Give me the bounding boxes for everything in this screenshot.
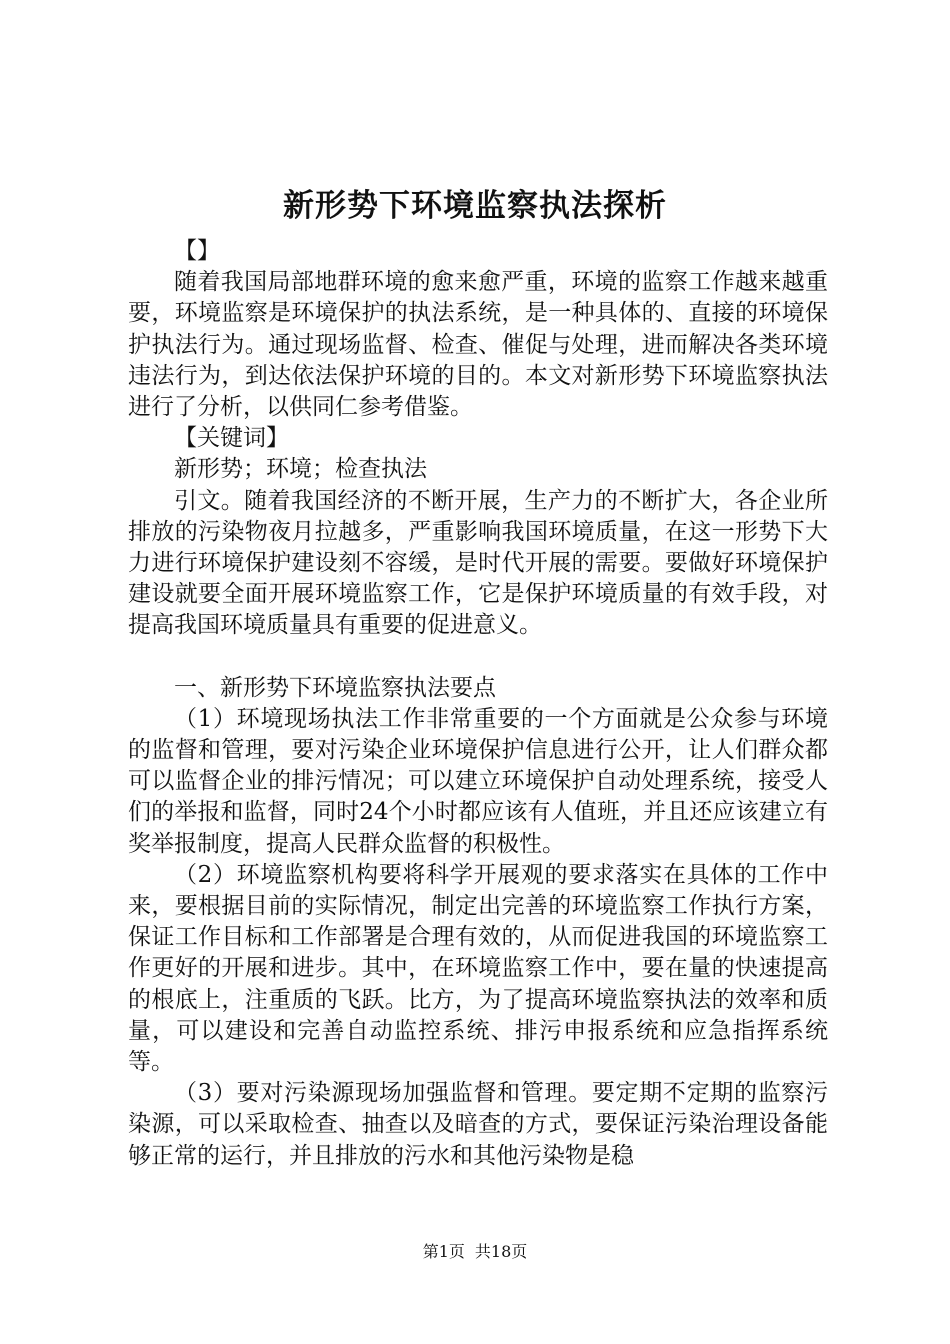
document-title: 新形势下环境监察执法探析 [283, 188, 667, 224]
intro-paragraph: 引文。随着我国经济的不断开展，生产力的不断扩大，各企业所排放的污染物夜月拉越多，严重影响我国环境质量，在这一形势下大力进行环境保护建设刻不容缓，是时代开展的需要。要做好环境保护建设就要全面开展环境监察工作，它是保护环境质量的有效手段，对提高我国环境质量具有重要的促进意义。 [128, 487, 828, 639]
keywords-text: 新形势；环境；检查执法 [174, 456, 427, 483]
point-3-paragraph: （3）要对污染源现场加强监督和管理。要定期不定期的监察污染源，可以采取检查、抽查以及暗查的方式，要保证污染治理设备能够正常的运行，并且排放的污水和其他污染物是稳 [128, 1080, 828, 1169]
abstract-heading: 【】 [174, 238, 220, 264]
section-heading: 一、新形势下环境监察执法要点 [174, 674, 496, 701]
document-body [128, 236, 828, 1172]
point-1-paragraph: （1）环境现场执法工作非常重要的一个方面就是公众参与环境的监督和管理，要对污染企业环境保护信息进行公开，让人们群众都可以监督企业的排污情况；可以建立环境保护自动处理系统，接受人们的举报和监督，同时24个小时都应该有人值班，并且还应该建立有奖举报制度，提高人民群众监督的积极性。 [128, 705, 828, 857]
point-2-paragraph: （2）环境监察机构要将科学开展观的要求落实在具体的工作中来，要根据目前的实际情况，制定出完善的环境监察工作执行方案，保证工作目标和工作部署是合理有效的，从而促进我国的环境监察工作更好的开展和进步。其中，在环境监察工作中，要在量的快速提高的根底上，注重质的飞跃。比方，为了提高环境监察执法的效率和质量，可以建设和完善自动监控系统、排污申报系统和应急指挥系统等。 [128, 861, 828, 1076]
abstract-paragraph: 随着我国局部地群环境的愈来愈严重，环境的监察工作越来越重要，环境监察是环境保护的执法系统，是一种具体的、直接的环境保护执法行为。通过现场监督、检查、催促与处理，进而解决各类环境违法行为，到达依法保护环境的目的。本文对新形势下环境监察执法进行了分析，以供同仁参考借鉴。 [128, 269, 828, 421]
paragraph-spacer [128, 642, 828, 673]
page-total: 共18页 [474, 1242, 528, 1261]
page-footer [0, 1240, 950, 1264]
keywords-heading: 【关键词】 [174, 425, 289, 452]
page-number: 第1页 [422, 1242, 465, 1261]
